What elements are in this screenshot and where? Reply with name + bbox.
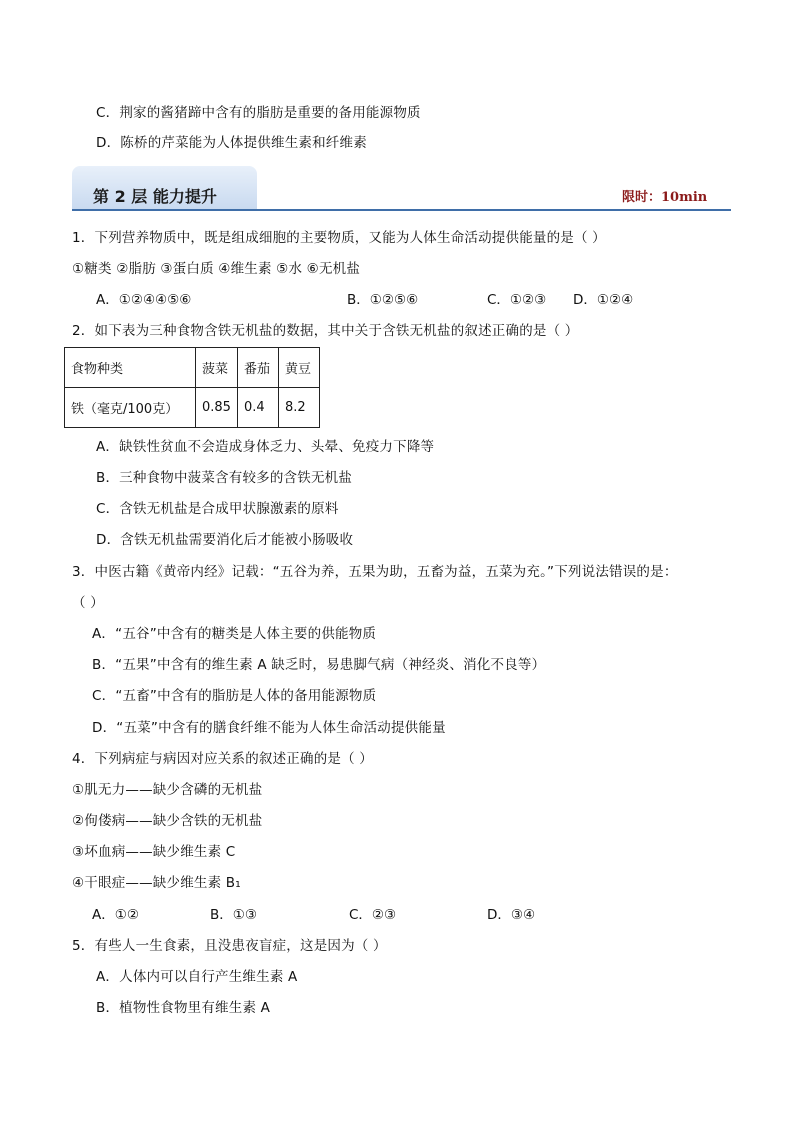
q5-option-a: A．人体内可以自行产生维生素 A: [96, 969, 298, 985]
q3-option-a: A．“五谷”中含有的糖类是人体主要的供能物质: [92, 626, 377, 642]
q3-option-b: B．“五果”中含有的维生素 A 缺乏时，易患脚气病（神经炎、消化不良等）: [92, 657, 546, 673]
prev-option-d: D．陈桥的芹菜能为人体提供维生素和纤维素: [96, 135, 367, 151]
q4-option-c: C．②③: [349, 907, 397, 923]
table-row: [65, 388, 320, 428]
section-divider: [72, 209, 731, 211]
q1-options: [96, 291, 736, 309]
q4-stem: 4．下列病症与病因对应关系的叙述正确的是（ ）: [72, 751, 373, 767]
q1-stem: 1．下列营养物质中，既是组成细胞的主要物质，又能为人体生命活动提供能量的是（ ）: [72, 230, 606, 246]
q1-option-b: B．①②⑤⑥: [347, 292, 419, 308]
table-header-cell: 番茄: [237, 348, 278, 388]
q4-options: [92, 906, 732, 924]
table-cell: 8.2: [278, 388, 319, 428]
q4-item-2: ②佝偻病——缺少含铁的无机盐: [72, 813, 263, 829]
time-limit: 限时：10min: [622, 190, 708, 205]
table-header-cell: 食物种类: [65, 348, 196, 388]
q3-option-c: C．“五畜”中含有的脂肪是人体的备用能源物质: [92, 688, 377, 704]
table-cell: 0.85: [196, 388, 238, 428]
q4-option-b: B．①③: [210, 907, 257, 923]
q1-option-a: A．①②④④⑤⑥: [96, 292, 192, 308]
prev-option-c: C．荆家的酱猪蹄中含有的脂肪是重要的备用能源物质: [96, 105, 421, 121]
q2-stem: 2．如下表为三种食物含铁无机盐的数据，其中关于含铁无机盐的叙述正确的是（ ）: [72, 323, 579, 339]
table-cell: 铁（毫克/100克）: [65, 388, 196, 428]
table-cell: 0.4: [237, 388, 278, 428]
q1-option-d: D．①②④: [573, 292, 634, 308]
q4-item-3: ③坏血病——缺少维生素 C: [72, 844, 236, 860]
q2-option-c: C．含铁无机盐是合成甲状腺激素的原料: [96, 501, 339, 517]
table-header-cell: 黄豆: [278, 348, 319, 388]
section-title: 第 2 层 能力提升: [93, 187, 217, 206]
q4-option-a: A．①②: [92, 907, 139, 923]
q2-option-a: A．缺铁性贫血不会造成身体乏力、头晕、免疫力下降等: [96, 439, 435, 455]
q5-stem: 5．有些人一生食素，且没患夜盲症，这是因为（ ）: [72, 938, 387, 954]
q3-option-d: D．“五菜”中含有的膳食纤维不能为人体生命活动提供能量: [92, 720, 446, 736]
q1-items: ①糖类 ②脂肪 ③蛋白质 ④维生素 ⑤水 ⑥无机盐: [72, 261, 361, 277]
q3-stem: 3．中医古籍《黄帝内经》记载：“五谷为养，五果为助，五畜为益，五菜为充。”下列说法错误的是：: [72, 564, 678, 580]
table-row: [65, 348, 320, 388]
q4-item-1: ①肌无力——缺少含磷的无机盐: [72, 782, 263, 798]
q1-option-c: C．①②③: [487, 292, 547, 308]
iron-data-table: [64, 347, 320, 428]
q4-item-4: ④干眼症——缺少维生素 B₁: [72, 875, 241, 891]
q4-option-d: D．③④: [487, 907, 536, 923]
q2-option-d: D．含铁无机盐需要消化后才能被小肠吸收: [96, 532, 354, 548]
q5-option-b: B．植物性食物里有维生素 A: [96, 1000, 271, 1016]
q2-option-b: B．三种食物中菠菜含有较多的含铁无机盐: [96, 470, 353, 486]
q3-stem-cont: （ ）: [72, 595, 104, 611]
table-header-cell: 菠菜: [196, 348, 238, 388]
